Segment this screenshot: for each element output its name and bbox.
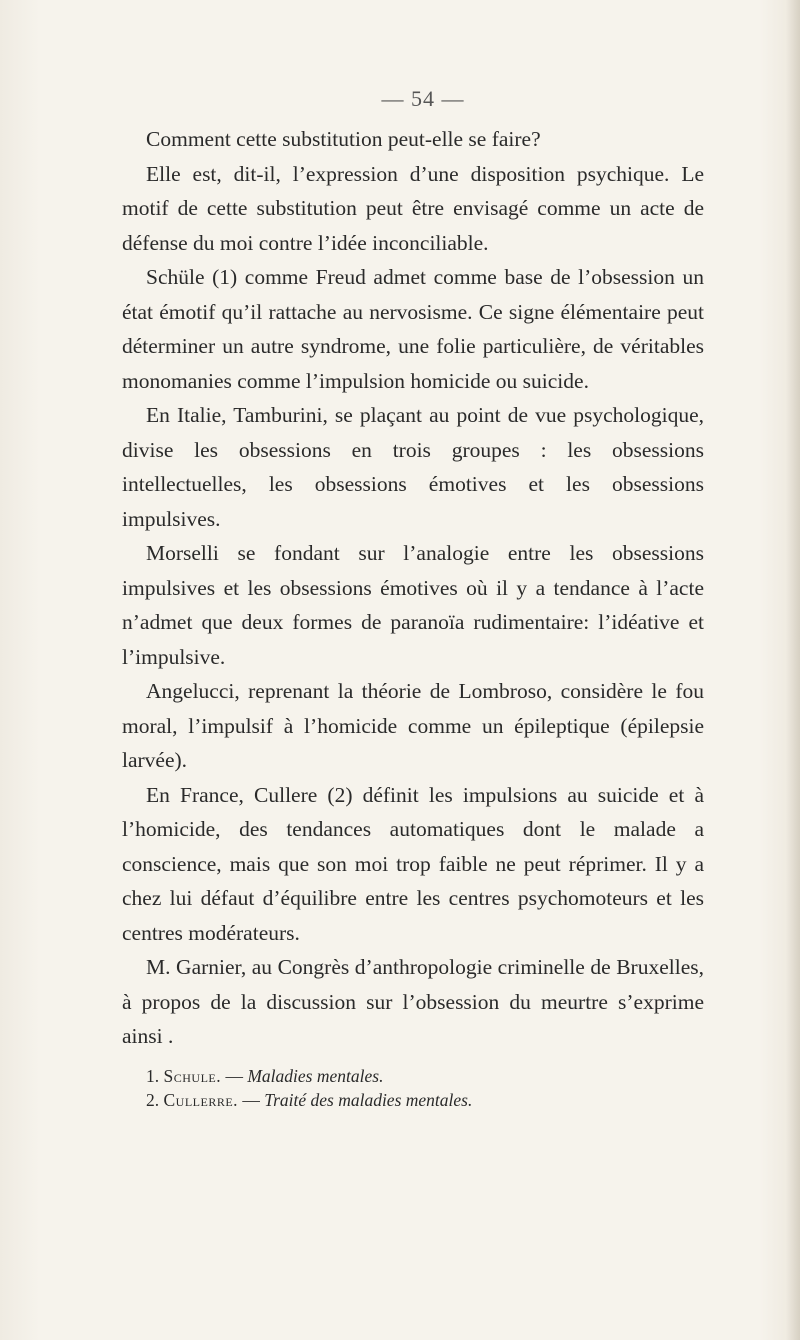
paragraph-garnier: M. Garnier, au Congrès d’anthropologie criminelle de Bruxelles, à propos de la discussion sur l’obsession du meurtre s’exprime ainsi .: [122, 955, 704, 1048]
paragraph-expression: Elle est, dit-il, l’expression d’une disposition psychique. Le motif de cette substitution peut être envisagé comme un acte de défense du moi contre l’idée inconciliable.: [122, 161, 704, 255]
page-edge-shadow: [786, 0, 800, 1340]
page-content: [122, 86, 704, 1112]
paragraph-angelucci: Angelucci, reprenant la théorie de Lombroso, considère le fou moral, l’impulsif à l’homicide comme un épileptique (épilepsie larvée).: [122, 679, 704, 772]
paragraph-tamburini: En Italie, Tamburini, se plaçant au point de vue psychologique, divise les obsessions en trois groupes : les obsessions intellectuelles, les obsessions émotives et les obsessions impulsives.: [122, 403, 704, 531]
footnote-1: [122, 1064, 704, 1088]
footnotes: [122, 1064, 704, 1112]
paragraph-morselli: Morselli se fondant sur l’analogie entre les obsessions impulsives et les obsessions émotives où il y a tendance à l’acte n’admet que deux formes de paranoïa rudimentaire: l’idéative et l’impulsive.: [122, 541, 704, 669]
paragraph-schule: Schüle (1) comme Freud admet comme base de l’obsession un état émotif qu’il rattache au nervosisme. Ce signe élémentaire peut déterminer un autre syndrome, une folie particulière, de véritables monomanies comme l’impulsion homicide ou suicide.: [122, 265, 704, 393]
footnote-dash: —: [225, 1065, 243, 1086]
paragraph-cullere: En France, Cullere (2) définit les impulsions au suicide et à l’homicide, des tendances automatiques dont le malade a conscience, mais que son moi trop faible ne peut réprimer. Il y a chez lui défaut d’équilibre entre les centres psychomoteurs et les centres modérateurs.: [122, 782, 704, 945]
paragraph-question: Comment cette substitution peut-elle se faire?: [146, 127, 541, 151]
page-number: — 54 —: [381, 86, 465, 111]
footnote-2: [122, 1088, 704, 1112]
footnote-number: 1.: [146, 1065, 160, 1086]
footnote-author: Schule.: [163, 1065, 222, 1086]
footnote-number: 2.: [146, 1089, 160, 1110]
footnote-author: Cullerre.: [163, 1089, 239, 1110]
footnote-title: Maladies mentales.: [247, 1065, 384, 1086]
footnote-title: Traité des maladies mentales.: [264, 1089, 473, 1110]
footnote-dash: —: [242, 1089, 260, 1110]
